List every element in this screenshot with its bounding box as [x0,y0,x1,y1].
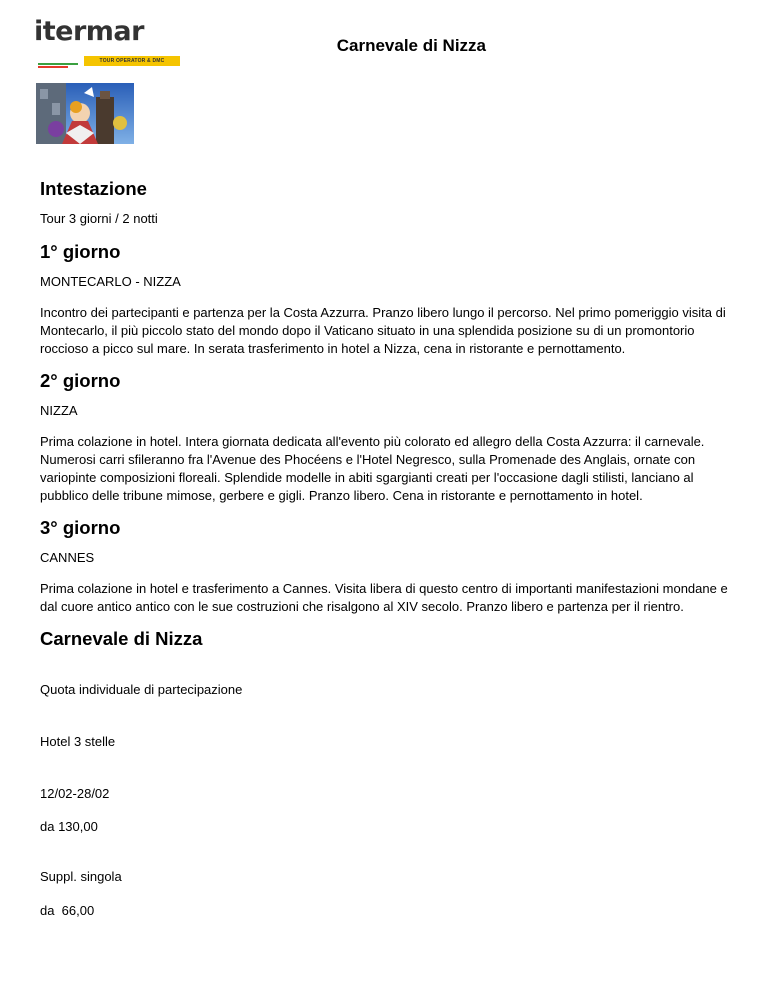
logo-wordmark: itermar [34,16,144,47]
section-text: Tour 3 giorni / 2 notti [40,211,158,226]
price-period: 12/02-28/02 [40,786,110,801]
pricing-heading: Carnevale di Nizza [40,628,203,649]
section-heading: 1° giorno [40,241,121,262]
logo-stripe-green [38,63,78,65]
page-title: Carnevale di Nizza [336,36,486,55]
section-heading: 3° giorno [40,517,121,538]
carnival-photo-icon [36,83,134,144]
logo-stripe-red [38,66,68,68]
section-text: Incontro dei partecipanti e partenza per la Costa Azzurra. Pranzo libero lungo il percorso. Nel primo pomeriggio visita di Montecarlo, il più piccolo stato del mondo dopo il Vaticano situato in una splendida posizione su di un promontorio roccioso a picco sul mare. In serata trasferimento in hotel a Nizza, cena in ristorante e pernottamento. [40,305,726,356]
section-day3 [40,515,730,616]
hotel-category: Hotel 3 stelle [40,734,116,749]
logo-tagline: TOUR OPERATOR & DMC [84,56,180,66]
section-subtitle: MONTECARLO - NIZZA [40,274,181,289]
main-content [40,176,730,920]
section-day2 [40,368,730,505]
section-text: Prima colazione in hotel e trasferimento a Cannes. Visita libera di questo centro di importanti manifestazioni mondane e dal cuore antico antico con le sue costruzioni che risalgono al XIV secolo. Pranzo libero e partenza per il rientro. [40,581,728,614]
price-value: da 130,00 [40,819,98,834]
supplement-label: Suppl. singola [40,869,122,884]
supplement-price: da 66,00 [40,903,95,918]
section-heading: Intestazione [40,178,147,199]
section-intestazione [40,176,730,228]
section-day1 [40,239,730,358]
section-subtitle: CANNES [40,550,95,565]
section-text: Prima colazione in hotel. Intera giornata dedicata all'evento più colorato ed allegro della Costa Azzurra: il carnevale. Numerosi carri sfileranno fra l'Avenue des Phocéens e l'Hotel Negresco, sulla Promenade des Anglais, ornate con variopinte composizioni floreali. Splendide modelle in abiti sgargianti creati per l'occasione dagli stilisti, lanciano al pubblico delle tribune mimose, gerbere e gigli. Pranzo libero. Cena in ristorante e pernottamento in hotel. [40,434,705,503]
section-subtitle: NIZZA [40,403,78,418]
quota-label: Quota individuale di partecipazione [40,682,243,697]
section-pricing [40,626,730,920]
section-heading: 2° giorno [40,370,121,391]
carnival-photo [36,83,134,144]
